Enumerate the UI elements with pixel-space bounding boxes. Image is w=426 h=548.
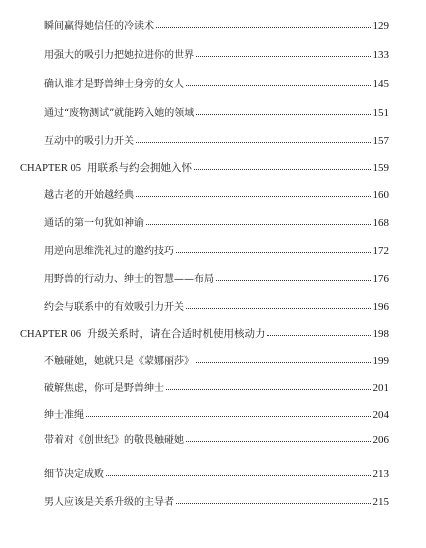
dot-leader — [136, 188, 371, 198]
dot-leader — [136, 134, 371, 144]
chapter-label: CHAPTER 05 — [20, 163, 81, 174]
toc-entry-title: 用逆向思维洗礼过的邀约技巧 — [44, 246, 174, 257]
dot-leader — [166, 381, 371, 391]
dot-leader — [106, 467, 371, 477]
toc-entry — [44, 244, 389, 259]
dot-leader — [196, 354, 371, 364]
toc-entry-page: 213 — [372, 468, 389, 480]
toc-entry — [44, 433, 389, 448]
toc-entry-title: 用野兽的行动力、绅士的智慧——布局 — [44, 274, 214, 285]
toc-entry-title: 约会与联系中的有效吸引力开关 — [44, 302, 184, 313]
toc-entry-title: 绅士准绳 — [44, 410, 84, 421]
toc-entry — [44, 216, 389, 231]
toc-entry — [44, 495, 389, 510]
toc-entry-title: 破解焦虑，你可是野兽绅士 — [44, 383, 164, 394]
toc-entry — [44, 354, 389, 369]
toc-entry — [44, 48, 389, 63]
toc-entry-page: 151 — [372, 107, 389, 119]
toc-entry-title: 瞬间赢得她信任的冷读术 — [44, 21, 154, 32]
toc-entry-title: 确认谁才是野兽绅士身旁的女人 — [44, 79, 184, 90]
toc-entry-title: 通话的第一句犹如神谕 — [44, 218, 144, 229]
toc-entry-page: 172 — [372, 245, 389, 257]
toc-chapter-title — [20, 328, 265, 342]
toc-entry — [44, 381, 389, 396]
toc-entry-page: 145 — [372, 78, 389, 90]
toc-chapter-title — [20, 162, 192, 176]
dot-leader — [146, 216, 371, 226]
toc-entry — [44, 134, 389, 149]
toc-entry — [44, 19, 389, 34]
dot-leader — [176, 244, 371, 254]
toc-entry-title: 带着对《创世纪》的敬畏触碰她 — [44, 435, 184, 446]
dot-leader — [186, 433, 371, 443]
toc-entry — [44, 188, 389, 203]
toc-entry-page: 196 — [372, 301, 389, 313]
toc-entry-title: 越古老的开始越经典 — [44, 190, 134, 201]
toc-entry-page: 201 — [372, 382, 389, 394]
dot-leader — [186, 300, 371, 310]
toc-entry — [44, 300, 389, 315]
toc-entry-page: 160 — [372, 189, 389, 201]
toc-entry-page: 133 — [372, 49, 389, 61]
chapter-name: 升级关系时，请在合适时机使用核动力 — [86, 329, 266, 340]
dot-leader — [267, 327, 370, 337]
toc-entry — [44, 106, 389, 121]
chapter-name: 用联系与约会拥她入怀 — [86, 163, 192, 174]
toc-entry-title: 用强大的吸引力把她拉进你的世界 — [44, 50, 194, 61]
toc-chapter-entry — [20, 161, 389, 176]
toc-entry-page: 204 — [372, 409, 389, 421]
toc-entry-page: 199 — [372, 355, 389, 367]
dot-leader — [196, 48, 371, 58]
dot-leader — [176, 495, 371, 505]
toc-entry-page: 206 — [372, 434, 389, 446]
toc-entry-title: 男人应该是关系升级的主导者 — [44, 497, 174, 508]
toc-entry-page: 176 — [372, 273, 389, 285]
toc-entry-title: 不触碰她，她就只是《蒙娜丽莎》 — [44, 356, 194, 367]
dot-leader — [216, 272, 371, 282]
toc-entry-page: 159 — [372, 162, 389, 174]
toc-entry-page: 157 — [372, 135, 389, 147]
chapter-label: CHAPTER 06 — [20, 329, 81, 340]
dot-leader — [186, 77, 371, 87]
toc-entry — [44, 77, 389, 92]
toc-entry — [44, 467, 389, 482]
toc-entry-page: 129 — [372, 20, 389, 32]
dot-leader — [194, 161, 371, 171]
toc-chapter-entry — [20, 327, 389, 342]
toc-entry — [44, 408, 389, 423]
toc-entry-page: 198 — [372, 328, 389, 340]
toc-entry-page: 215 — [372, 496, 389, 508]
dot-leader — [196, 106, 370, 116]
toc-entry-title: 细节决定成败 — [44, 469, 104, 480]
toc-entry-title: 通过“废物测试”就能跨入她的领域 — [44, 108, 195, 119]
dot-leader — [86, 408, 371, 418]
toc-entry — [44, 272, 389, 287]
toc-entry-page: 168 — [372, 217, 389, 229]
toc-entry-title: 互动中的吸引力开关 — [44, 136, 134, 147]
dot-leader — [156, 19, 371, 29]
